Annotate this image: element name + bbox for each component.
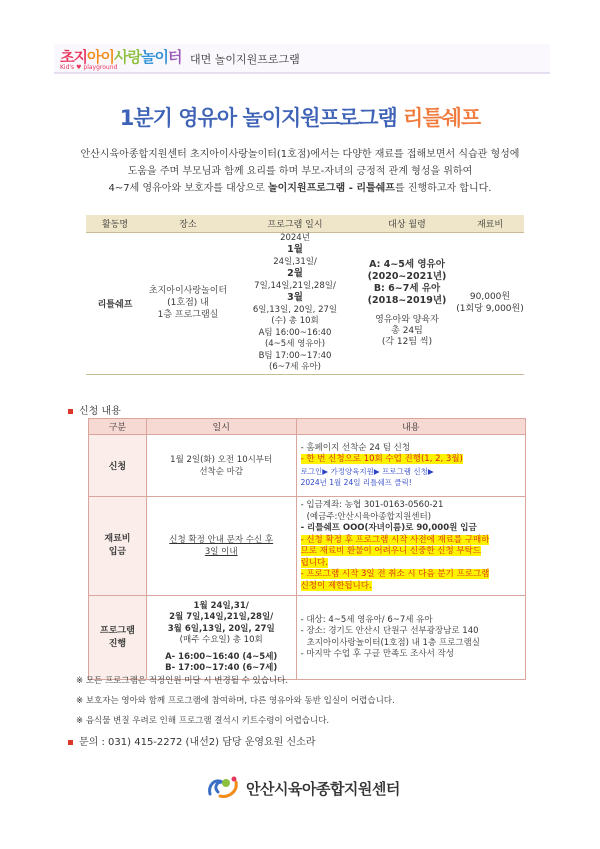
table-row: 프로그램 진행 1월 24일,31/ 2월 7일,14일,21일,28일/ 3월 6일,13일, 20일, 27일 (매주 수요일) 총 10회 A- 16:00~16:40 (4~5세) B- 17:00~17:40 (6~7세) - 대상: 4~5세 영유아/ 6~7세 유아 - 장소: 경기도 안산시 단원구 선부광장남로 140 초지아이사랑놀이터(1호점) 내 1층 프로그램실 - 마지막 수업 후 구글 만족도 조사서 작성 [89,596,526,680]
center-logo-icon [206,774,242,800]
application-table [88,418,526,680]
program-fee: 90,000원 (1회당 9,000원) [456,232,524,374]
logo-subtitle: Kid's ♥ playground [60,64,118,71]
table-header-row: 구분 일시 내용 [89,419,526,435]
program-dates: 2024년 1월 24일,31일/ 2월 7일,14일,21일,28일/ 3월 6일,13일, 20일, 27일 (수) 총 10회 A팀 16:00~16:40 (4~5세 영유아) B팀 17:00~17:40 (6~7세 유아) [232,232,358,374]
playground-logo: 초지아이사랑놀이터 [60,48,182,66]
table-row [86,232,524,374]
center-logo: 안산시육아종합지원센터 [206,774,406,800]
table-header-row: 활동명 장소 프로그램 일시 대상 월령 재료비 [86,215,524,232]
table-row: 재료비 입금 신청 확정 안내 문자 수신 후 3일 이내 - 입금계좌: 농협 301-0163-0560-21 (예금주:안산시육아종합지원센터) - 리틀쉐프 OOO(자녀이름)로 90,000원 입금 - 신청 확정 후 프로그램 시작 사전에 재료를 구매하 므로 재료비 환불이 어려우니 신중한 신청 부탁드 립니다. - 프로그램 시작 3일 전 취소 시 다음 분기 프로그램 신청이 제한됩니다. [89,497,526,596]
bullet-icon [68,409,73,414]
procedure-link[interactable]: 로그인▶ 가정양육지원▶ 프로그램 신청▶ [300,466,434,476]
table-row: 신청 1월 2일(화) 오전 10시부터 선착순 마감 - 홈페이지 선착순 24 팀 신청 - 한 번 신청으로 10회 수업 진행(1, 2, 3월) 로그인▶ 가정양육지원▶ 프로그램 신청▶ 2024년 1월 24일 리틀쉐프 클릭! [89,435,526,497]
header-title: 대면 놀이지원프로그램 [190,53,300,66]
program-target: A: 4~5세 영유아 (2020~2021년) B: 6~7세 유아 (2018~2019년) 영유아와 양육자 총 24팀 (각 12팀 씩) [358,232,456,374]
bullet-icon [68,740,73,745]
notes-list: ※ 모든 프로그램은 적정인원 미달 시 변경될 수 있습니다. ※ 보호자는 영아와 함께 프로그램에 참여하며, 다른 영유아와 동반 입실이 어렵습니다. ※ 음식물 변질 우려로 인해 프로그램 결석시 키트수령이 어렵습니다. [76,676,395,726]
program-table [86,215,524,375]
program-name: 리틀쉐프 [86,232,144,374]
header-band [54,44,550,74]
program-place: 초지아이사랑놀이터 (1호점) 내 1층 프로그램실 [144,232,232,374]
page-title: 1분기 영유아 놀이지원프로그램 리틀쉐프 [119,106,481,130]
intro-paragraph: 안산시육아종합지원센터 초지아이사랑놀이터(1호점)에서는 다양한 재료를 접해보면서 식습관 형성에 도움을 주며 부모님과 함께 요리를 하며 부모-자녀의 긍정적 관계 형성을 위하여 4~7세 영유아와 보호자를 대상으로 놀이지원프로그램 - 리틀쉐프를 진행하고자 합니다. [80,149,520,194]
inquiry-line: 문의 : 031) 415-2272 (내선2) 담당 운영요원 신소라 [68,733,316,748]
section-title: 신청 내용 [68,402,121,417]
